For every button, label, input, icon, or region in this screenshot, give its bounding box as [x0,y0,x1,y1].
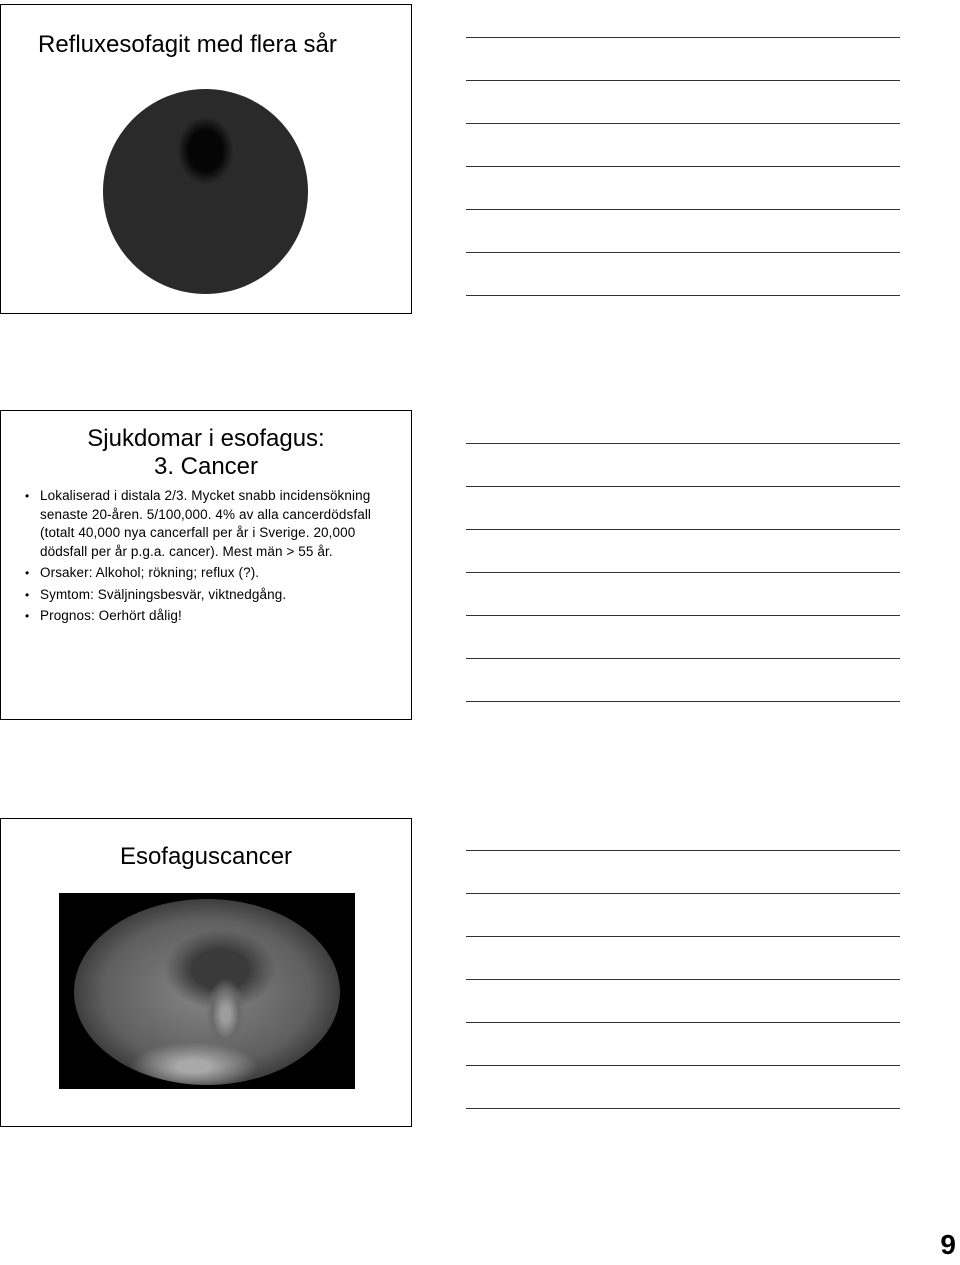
note-line [466,486,900,487]
note-line [466,979,900,980]
slide-title: Refluxesofagit med flera sår [38,31,337,58]
note-line [466,572,900,573]
endoscope-view [74,899,340,1085]
endoscopy-photo [103,89,308,294]
note-line [466,252,900,253]
bullet-list [25,487,403,629]
slide-2 [0,410,412,720]
bullet-item: • Prognos: Oerhört dålig! [25,607,403,626]
note-line [466,658,900,659]
notes-lines [466,850,900,1151]
slide-title-line-1: Sjukdomar i esofagus: [87,425,325,452]
page-number: 9 [940,1229,956,1260]
note-line [466,701,900,702]
notes-lines [466,37,900,338]
note-line [466,123,900,124]
note-line [466,1065,900,1066]
slide-title: Esofaguscancer [119,843,293,870]
note-line [466,295,900,296]
slide-1 [0,4,412,314]
note-line [466,1022,900,1023]
note-line [466,166,900,167]
slide-title-line-2: 3. Cancer [153,453,259,480]
notes-lines [466,443,900,744]
bullet-item: • Orsaker: Alkohol; rökning; reflux (?). [25,564,403,583]
bullet-item: • Symtom: Sväljningsbesvär, viktnedgång. [25,586,403,605]
note-line [466,80,900,81]
note-line [466,615,900,616]
note-line [466,1108,900,1109]
slide-3 [0,818,412,1127]
note-line [466,209,900,210]
note-line [466,443,900,444]
slide-title [1,425,411,481]
note-line [466,37,900,38]
note-line [466,936,900,937]
note-line [466,893,900,894]
note-line [466,529,900,530]
bullet-item: • Lokaliserad i distala 2/3. Mycket snabb incidensökning senaste 20-åren. 5/100,000. 4% av alla cancerdödsfall (totalt 40,000 nya cancerfall per år i Sverige. 20,000 dödsfall per år p.g.a. cancer). Mest män > 55 år. [25,487,403,561]
endoscopy-photo [59,893,355,1089]
note-line [466,850,900,851]
